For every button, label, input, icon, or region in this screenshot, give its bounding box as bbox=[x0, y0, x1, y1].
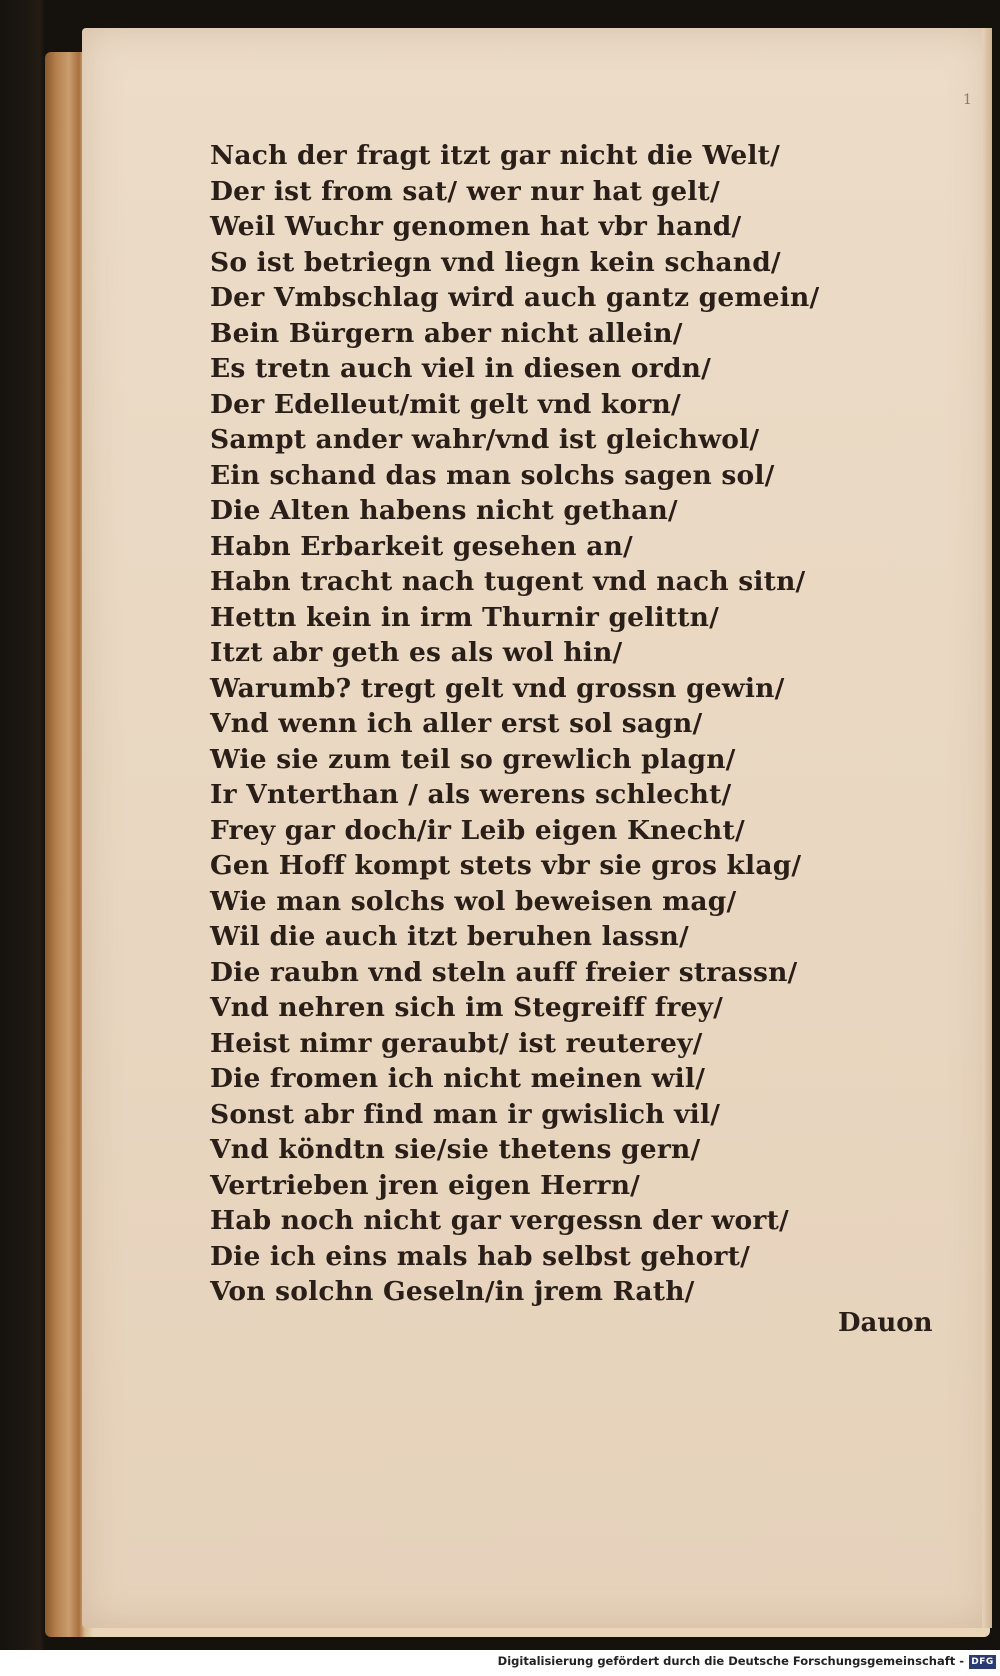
verse-line: Die fromen ich nicht meinen wil/ bbox=[210, 1063, 706, 1094]
margin-mark: 1 bbox=[963, 92, 972, 108]
verse-line: Der Vmbschlag wird auch gantz gemein/ bbox=[210, 282, 820, 313]
verse-line: Ir Vnterthan / als werens schlecht/ bbox=[210, 779, 732, 810]
verse-line: Nach der fragt itzt gar nicht die Welt/ bbox=[210, 140, 780, 171]
verse-line: Vnd köndtn sie/sie thetens gern/ bbox=[210, 1134, 701, 1165]
verse-line: Habn tracht nach tugent vnd nach sitn/ bbox=[210, 566, 806, 597]
dfg-credit-text: Digitalisierung gefördert durch die Deutsche Forschungsgemeinschaft - bbox=[497, 1654, 964, 1668]
verse-line: So ist betriegn vnd liegn kein schand/ bbox=[210, 246, 781, 278]
verse-line: Vertrieben jren eigen Herrn/ bbox=[210, 1169, 641, 1201]
verse-line: Die Alten habens nicht gethan/ bbox=[210, 495, 678, 526]
page-right-edge bbox=[982, 28, 992, 1628]
verse-line: Die raubn vnd steln auff freier strassn/ bbox=[210, 956, 798, 988]
verse-line: Heist nimr geraubt/ ist reuterey/ bbox=[210, 1027, 703, 1059]
verse-line: Bein Bürgern aber nicht allein/ bbox=[210, 317, 683, 349]
catchword: Dauon bbox=[838, 1308, 933, 1338]
verse-line: Hettn kein in irm Thurnir gelittn/ bbox=[210, 601, 719, 633]
verse-line: Habn Erbarkeit gesehen an/ bbox=[210, 530, 633, 562]
verse-line: Frey gar doch/ir Leib eigen Knecht/ bbox=[210, 814, 745, 846]
verse-line: Itzt abr geth es als wol hin/ bbox=[210, 637, 623, 668]
verse-line: Der Edelleut/mit gelt vnd korn/ bbox=[210, 388, 681, 420]
footer-bar bbox=[0, 1650, 1000, 1676]
verse-line: Wie sie zum teil so grewlich plagn/ bbox=[210, 743, 736, 775]
verse-line: Es tretn auch viel in diesen ordn/ bbox=[210, 353, 712, 384]
verse-line: Weil Wuchr genomen hat vbr hand/ bbox=[210, 211, 742, 242]
verse-line: Hab noch nicht gar vergessn der wort/ bbox=[210, 1205, 789, 1236]
verse-line: Wie man solchs wol beweisen mag/ bbox=[210, 885, 737, 917]
verse-line: Die ich eins mals hab selbst gehort/ bbox=[210, 1240, 750, 1272]
verse-line: Sampt ander wahr/vnd ist gleichwol/ bbox=[210, 424, 760, 455]
verse-line: Wil die auch itzt beruhen lassn/ bbox=[210, 921, 689, 952]
verse-line: Gen Hoff kompt stets vbr sie gros klag/ bbox=[210, 850, 802, 881]
verse-line: Vnd wenn ich aller erst sol sagn/ bbox=[210, 708, 703, 739]
verse-line: Der ist from sat/ wer nur hat gelt/ bbox=[210, 175, 720, 207]
verse-line: Warumb? tregt gelt vnd grossn gewin/ bbox=[210, 672, 785, 704]
verse-text-block bbox=[210, 138, 910, 1310]
verse-line: Sonst abr find man ir gwislich vil/ bbox=[210, 1098, 721, 1130]
verse-line: Ein schand das man solchs sagen sol/ bbox=[210, 459, 775, 491]
verse-line: Vnd nehren sich im Stegreiff frey/ bbox=[210, 992, 724, 1023]
verse-line: Von solchn Geseln/in jrem Rath/ bbox=[210, 1276, 695, 1307]
dfg-logo-icon: DFG bbox=[969, 1655, 996, 1669]
